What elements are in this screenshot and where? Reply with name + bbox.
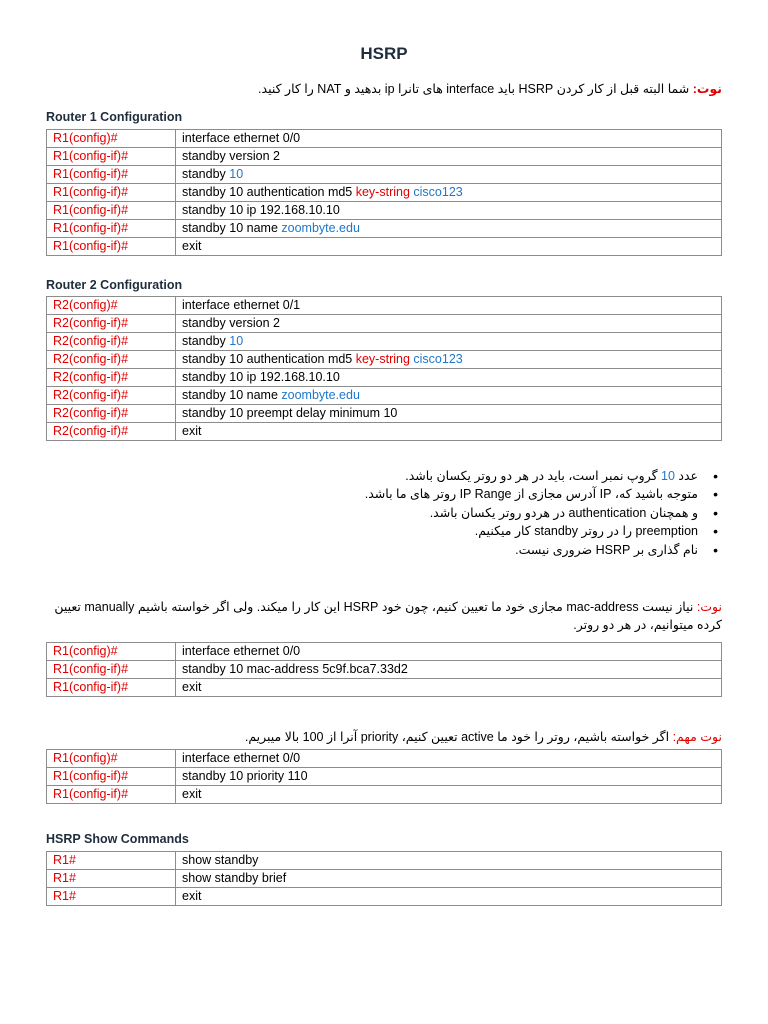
value: 10 <box>229 334 244 348</box>
show-commands-table <box>46 851 722 906</box>
mac-note <box>46 598 722 634</box>
table-row <box>47 130 722 148</box>
table-row <box>47 643 722 661</box>
table-row <box>47 679 722 697</box>
priority-table <box>46 749 722 804</box>
cli-prompt: R1(config-if)# <box>47 679 176 697</box>
cli-command: standby 10 <box>176 166 722 184</box>
table-row <box>47 750 722 768</box>
cli-prompt: R2(config-if)# <box>47 387 176 405</box>
table-row <box>47 238 722 256</box>
priority-note <box>46 728 722 746</box>
table-row <box>47 405 722 423</box>
router1-table <box>46 129 722 256</box>
table-row <box>47 202 722 220</box>
list-item: • متوجه باشید که، IP آدرس مجازی از IP Range روتر های ما باشد. <box>62 485 722 503</box>
cli-prompt: R1(config-if)# <box>47 184 176 202</box>
table-row <box>47 768 722 786</box>
page-title: HSRP <box>360 44 408 63</box>
cli-command: standby version 2 <box>176 148 722 166</box>
cli-command: standby 10 preempt delay minimum 10 <box>176 405 722 423</box>
list-item: • preemption را در روتر standby کار میکنیم. <box>62 522 722 540</box>
cli-command: standby 10 <box>176 333 722 351</box>
cli-command: standby 10 ip 192.168.10.10 <box>176 369 722 387</box>
cli-prompt: R1(config-if)# <box>47 166 176 184</box>
value: 10 <box>229 167 244 181</box>
intro-note <box>46 80 722 98</box>
table-row <box>47 387 722 405</box>
router1-title: Router 1 Configuration <box>46 110 183 124</box>
table-row <box>47 888 722 906</box>
mac-table <box>46 642 722 697</box>
table-row <box>47 661 722 679</box>
table-row <box>47 184 722 202</box>
cli-command: standby version 2 <box>176 315 722 333</box>
group-number: 10 <box>661 469 675 483</box>
cli-command: standby 10 mac-address 5c9f.bca7.33d2 <box>176 661 722 679</box>
cli-prompt: R2(config-if)# <box>47 423 176 441</box>
cli-prompt: R1(config-if)# <box>47 786 176 804</box>
list-item: • نام گذاری بر HSRP ضروری نیست. <box>62 541 722 559</box>
table-row <box>47 333 722 351</box>
cli-command: exit <box>176 679 722 697</box>
keyword: key-string <box>355 185 410 199</box>
cli-prompt: R2(config-if)# <box>47 369 176 387</box>
priority-note-text: اگر خواسته باشیم، روتر را خود ما active تعیین کنیم، priority آنرا از 100 بالا میبریم. <box>244 730 673 744</box>
notes-list <box>62 467 722 559</box>
cli-command: interface ethernet 0/0 <box>176 130 722 148</box>
cli-prompt: R1# <box>47 888 176 906</box>
cli-command: interface ethernet 0/0 <box>176 750 722 768</box>
intro-note-text: شما البته قبل از کار کردن HSRP باید interface های تانرا ip بدهید و NAT را کار کنید. <box>258 82 690 96</box>
cli-prompt: R1(config)# <box>47 750 176 768</box>
cli-command: exit <box>176 423 722 441</box>
table-row <box>47 786 722 804</box>
router2-table <box>46 296 722 441</box>
list-item: • عدد 10 گروپ نمبر است، باید در هر دو روتر یکسان باشد. <box>62 467 722 485</box>
cli-prompt: R2(config-if)# <box>47 351 176 369</box>
value: cisco123 <box>409 352 463 366</box>
value: zoombyte.edu <box>281 388 360 402</box>
cli-command: interface ethernet 0/1 <box>176 297 722 315</box>
table-row <box>47 297 722 315</box>
cli-command: show standby <box>176 852 722 870</box>
table-row <box>47 423 722 441</box>
cli-prompt: R1(config)# <box>47 643 176 661</box>
cli-prompt: R1(config-if)# <box>47 148 176 166</box>
cli-command: show standby brief <box>176 870 722 888</box>
cli-prompt: R2(config-if)# <box>47 315 176 333</box>
table-row <box>47 166 722 184</box>
list-item: • و همچنان authentication در هردو روتر یکسان باشد. <box>62 504 722 522</box>
show-commands-title: HSRP Show Commands <box>46 832 189 846</box>
cli-prompt: R1(config)# <box>47 130 176 148</box>
cli-command: standby 10 authentication md5 key-string cisco123 <box>176 184 722 202</box>
table-row <box>47 148 722 166</box>
table-row <box>47 315 722 333</box>
cli-prompt: R1(config-if)# <box>47 661 176 679</box>
cli-command: exit <box>176 238 722 256</box>
table-row <box>47 220 722 238</box>
intro-note-label: نوت: <box>692 82 722 96</box>
mac-note-text: نیاز نیست mac-address مجازی خود ما تعیین کنیم، چون خود HSRP این کار را میکند. ولی اگر خواسته باشیم manually تعیین کرده میتوانیم، در هر دو روتر. <box>54 600 722 632</box>
cli-prompt: R2(config)# <box>47 297 176 315</box>
cli-prompt: R1(config-if)# <box>47 768 176 786</box>
table-row <box>47 852 722 870</box>
cli-prompt: R2(config-if)# <box>47 405 176 423</box>
cli-command: exit <box>176 786 722 804</box>
cli-command: standby 10 priority 110 <box>176 768 722 786</box>
cli-command: standby 10 ip 192.168.10.10 <box>176 202 722 220</box>
cli-command: standby 10 name zoombyte.edu <box>176 387 722 405</box>
cli-prompt: R2(config-if)# <box>47 333 176 351</box>
table-row <box>47 351 722 369</box>
value: cisco123 <box>409 185 463 199</box>
value: zoombyte.edu <box>281 221 360 235</box>
cli-prompt: R1(config-if)# <box>47 238 176 256</box>
cli-command: exit <box>176 888 722 906</box>
cli-command: standby 10 name zoombyte.edu <box>176 220 722 238</box>
priority-note-label: نوت مهم: <box>672 730 722 744</box>
keyword: key-string <box>355 352 410 366</box>
router2-title: Router 2 Configuration <box>46 278 183 292</box>
cli-prompt: R1(config-if)# <box>47 220 176 238</box>
cli-prompt: R1# <box>47 870 176 888</box>
table-row <box>47 369 722 387</box>
table-row <box>47 870 722 888</box>
cli-prompt: R1(config-if)# <box>47 202 176 220</box>
cli-command: standby 10 authentication md5 key-string cisco123 <box>176 351 722 369</box>
cli-command: interface ethernet 0/0 <box>176 643 722 661</box>
mac-note-label: نوت: <box>696 600 722 614</box>
cli-prompt: R1# <box>47 852 176 870</box>
